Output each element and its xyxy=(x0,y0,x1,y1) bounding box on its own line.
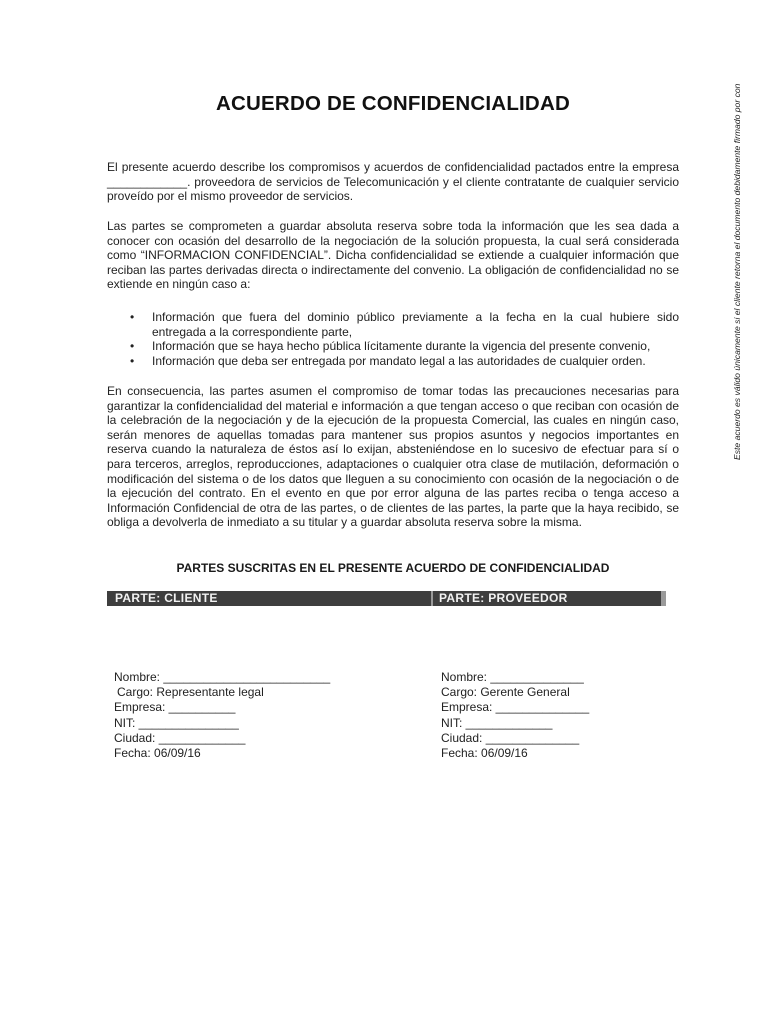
provider-party-label: PARTE: PROVEEDOR xyxy=(433,591,666,606)
client-signature-block xyxy=(114,670,330,761)
intro-paragraph: El presente acuerdo describe los compromisos y acuerdos de confidencialidad pactados entre la empresa ____________. proveedora de servicios de Telecomunicación y el cliente contratante de cualquier servicio proveído por el mismo proveedor de servicios. xyxy=(107,160,679,204)
exceptions-list xyxy=(107,310,679,368)
list-item: • Información que deba ser entregada por mandato legal a las autoridades de cualquier orden. xyxy=(107,354,679,369)
provider-nombre-field: Nombre: ______________ xyxy=(441,670,584,684)
provider-ciudad-field: Ciudad: ______________ xyxy=(441,730,580,745)
list-item: • Información que fuera del dominio público previamente a la fecha en la cual hubiere sido entregada a la correspondiente parte, xyxy=(107,310,679,339)
client-cargo-field: Cargo: Representante legal xyxy=(117,685,264,700)
client-fecha-field: Fecha: 06/09/16 xyxy=(114,746,201,761)
provider-fecha-field: Fecha: 06/09/16 xyxy=(441,746,528,761)
provider-cargo-field: Cargo: Gerente General xyxy=(441,685,570,700)
provider-nit-field: NIT: _____________ xyxy=(441,715,553,730)
parties-header-band xyxy=(107,591,666,606)
margin-validity-note xyxy=(727,0,747,460)
client-empresa-field: Empresa: __________ xyxy=(114,700,236,715)
margin-note-text: Este acuerdo es válido únicamente si el cliente retorna el documento debidamente firmado por con xyxy=(732,83,742,460)
client-party-label: PARTE: CLIENTE xyxy=(107,591,433,606)
list-item: • Información que se haya hecho pública lícitamente durante la vigencia del presente convenio, xyxy=(107,339,679,354)
client-ciudad-field: Ciudad: _____________ xyxy=(114,730,246,745)
consequence-paragraph: En consecuencia, las partes asumen el compromiso de tomar todas las precauciones necesarias para garantizar la confidencialidad del material e información a que tengan acceso o que reciban con ocasión de la celebración de la negociación y de la ejecución de la propuesta Comercial, las cuales en ningún caso, serán menores de aquellas tomadas para mantener sus propios asuntos y negocios importantes en reserva cuando la naturaleza de éstos así lo exijan, absteniéndose en lo sucesivo de efectuar para sí o para terceros, arreglos, reproducciones, adaptaciones o cualquier otra clase de mutilación, deformación o modificación del sistema o de los datos que lleguen a su conocimiento con ocasión de la negociación o de la ejecución del contrato. En el evento en que por error alguna de las partes reciba o tenga acceso a Información Confidencial de otra de las partes, o de clientes de las partes, la parte que la haya recibido, se obliga a devolverla de inmediato a su titular y a guardar absoluta reserva sobre la misma. xyxy=(107,384,679,530)
provider-empresa-field: Empresa: ______________ xyxy=(441,700,590,715)
obligation-paragraph: Las partes se comprometen a guardar absoluta reserva sobre toda la información que les sea dada a conocer con ocasión del desarrollo de la negociación de la solución propuesta, la cual será considerada como “INFORMACION CONFIDENCIAL”. Dicha confidencialidad se extiende a cualquier información que reciban las partes derivadas directa o indirectamente del convenio. La obligación de confidencialidad no se extiende en ningún caso a: xyxy=(107,219,679,292)
client-nit-field: NIT: _______________ xyxy=(114,715,239,730)
parties-heading: PARTES SUSCRITAS EN EL PRESENTE ACUERDO DE CONFIDENCIALIDAD xyxy=(176,561,610,575)
provider-signature-block xyxy=(441,670,589,761)
client-nombre-field: Nombre: _________________________ xyxy=(114,670,331,684)
document-title: ACUERDO DE CONFIDENCIALIDAD xyxy=(216,92,570,115)
